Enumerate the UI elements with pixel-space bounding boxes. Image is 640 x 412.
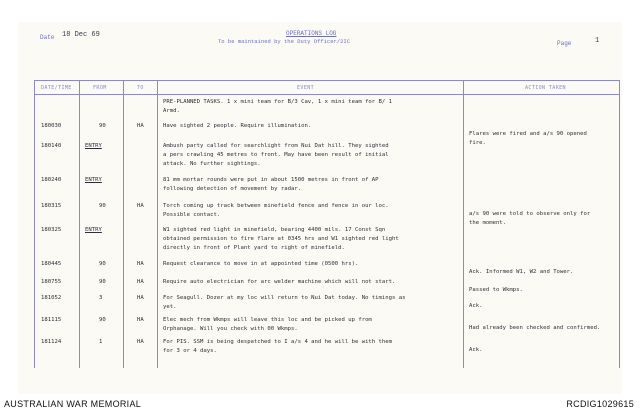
column-rule <box>463 80 464 368</box>
cell-from: 90 <box>99 261 106 267</box>
footer-source: AUSTRALIAN WAR MEMORIAL <box>4 399 142 409</box>
cell-to: HA <box>137 317 144 323</box>
cell-event: PRE-PLANNED TASKS. 1 x mini team for B/3 Cav, 1 x mini team for B/ 1 Armd. <box>163 99 393 114</box>
column-header-event: EVENT <box>297 85 315 91</box>
column-header-action: ACTION TAKEN <box>525 85 566 91</box>
cell-from: 90 <box>99 317 106 323</box>
log-sheet <box>18 22 622 394</box>
log-table <box>34 80 620 368</box>
cell-from: 90 <box>99 203 106 209</box>
cell-event: For Seagull. Dozer at my loc will return to Nui Dat today. No timings as yet. <box>163 295 406 310</box>
cell-from: 1 <box>99 339 103 345</box>
column-header-from: FROM <box>93 85 107 91</box>
cell-event: 81 mm mortar rounds were put in about 1500 metres in front of AP following detection of movement by radar. <box>163 177 379 192</box>
cell-event: Elec mech from Wkmps will leave this loc and be picked up from Orphanage. Will you check with 00 Wkmps. <box>163 317 372 332</box>
cell-to: HA <box>137 279 144 285</box>
cell-datetime: 180445 <box>41 261 62 267</box>
cell-event: Require auto electrician for arc welder machine which will not start. <box>163 279 396 285</box>
cell-to: HA <box>137 261 144 267</box>
cell-datetime: 180240 <box>41 177 62 183</box>
page-number: 1 <box>595 37 600 45</box>
cell-event: Torch coming up track between minefield fence and fence in our loc. Possible contact. <box>163 203 389 218</box>
cell-from: 90 <box>99 123 106 129</box>
date-value: 18 Dec 69 <box>62 31 100 39</box>
cell-from: ENTRY <box>85 227 102 233</box>
cell-action: Ack. Informed W1, W2 and Tower. <box>469 269 574 275</box>
cell-to: HA <box>137 203 144 209</box>
cell-action: Ack. <box>469 303 483 309</box>
cell-action: Flares were fired and a/s 90 opened fire. <box>469 131 587 146</box>
column-rule <box>123 80 124 368</box>
cell-action: Passed to Wkmps. <box>469 287 523 293</box>
log-title: OPERATIONS LOG <box>286 30 337 37</box>
cell-datetime: 180755 <box>41 279 62 285</box>
cell-to: HA <box>137 295 144 301</box>
cell-to: HA <box>137 123 144 129</box>
log-subtitle: To be maintained by the Duty Officer/2IC <box>218 38 351 45</box>
cell-datetime: 180030 <box>41 123 62 129</box>
cell-action: Ack. <box>469 347 483 353</box>
cell-event: Ambush party called for searchlight from Nui Dat hill. They sighted a pers crawling 45 metres to front. May have been result of initial attack. No further sightings. <box>163 143 389 167</box>
cell-datetime: 181115 <box>41 317 62 323</box>
column-rule <box>157 80 158 368</box>
cell-datetime: 181052 <box>41 295 62 301</box>
cell-from: 90 <box>99 279 106 285</box>
cell-from: 3 <box>99 295 103 301</box>
cell-to: HA <box>137 339 144 345</box>
cell-datetime: 180325 <box>41 227 62 233</box>
cell-event: For PIS. SSM is being despatched to I a/s 4 and he will be with them for 3 or 4 days. <box>163 339 393 354</box>
cell-action: Had already been checked and confirmed. <box>469 325 601 331</box>
cell-datetime: 181124 <box>41 339 62 345</box>
cell-from: ENTRY <box>85 143 102 149</box>
column-header-dtg: DATE/TIME <box>41 85 72 91</box>
date-label: Date <box>40 34 55 41</box>
footer-reference: RCDIG1029615 <box>566 399 634 409</box>
cell-from: ENTRY <box>85 177 102 183</box>
cell-datetime: 180140 <box>41 143 62 149</box>
column-rule <box>79 80 80 368</box>
column-header-to: TO <box>137 85 144 91</box>
page-label: Page <box>557 40 572 47</box>
cell-event: Request clearance to move in at appointed time (0500 hrs). <box>163 261 359 267</box>
cell-action: a/s 90 were told to observe only for the moment. <box>469 211 591 226</box>
cell-datetime: 180315 <box>41 203 62 209</box>
cell-event: W1 sighted red light in minefield, bearing 4400 mils. 17 Const Sqn obtained permission to fire flare at 0345 hrs and W1 sighted red light directly in front of Plant yard to right of minefield. <box>163 227 399 251</box>
cell-event: Have sighted 2 people. Require illumination. <box>163 123 312 129</box>
